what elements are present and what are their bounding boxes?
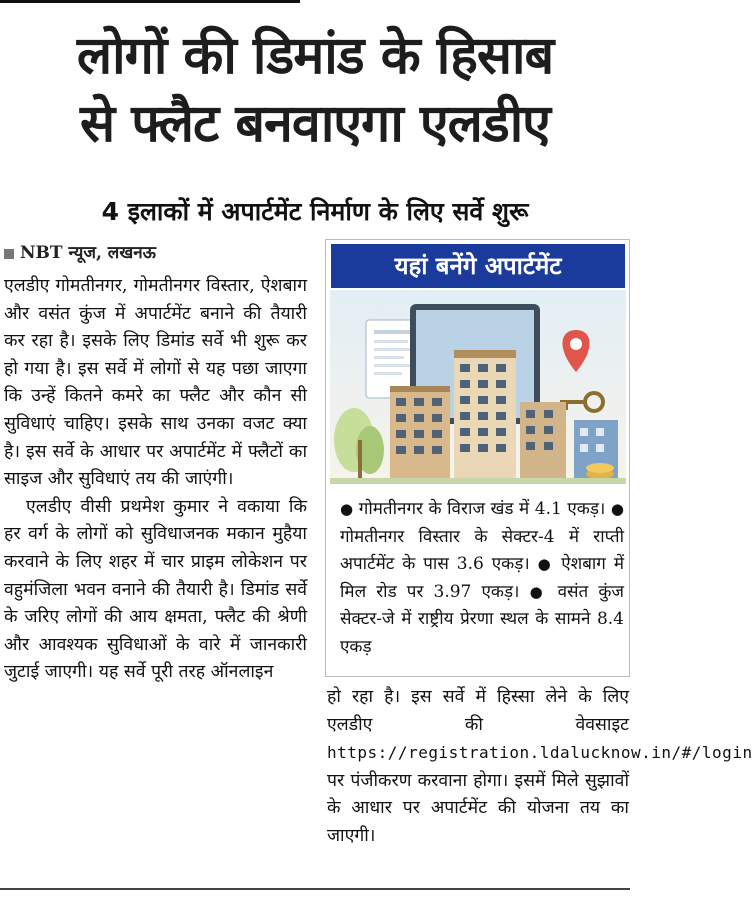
article-closing-text: पर पंजीकरण करवाना होगा। इसमें मिले सुझावों के आधार पर अपार्टमेंट की योजना तय का जाएगी।: [327, 770, 629, 846]
infobox-item-4: वसंत कुंज सेक्टर-जे में राष्ट्रीय प्रेरणा स्थल के सामने 8.4 एकड़: [340, 581, 624, 657]
bullet-icon: ●: [529, 582, 548, 601]
infobox-item-2: गोमतीनगर विस्तार के सेक्टर-4 में राप्ती अपार्टमेंट के पास 3.6 एकड़।: [340, 526, 624, 574]
infobox-item-1: गोमतीनगर के विराज खंड में 4.1 एकड़।: [358, 499, 606, 519]
article-continuation-text: हो रहा है। इस सर्वे में हिस्सा लेने के लिए एलडीए की वेवसाइट: [327, 687, 629, 735]
apartments-illustration: [330, 290, 626, 484]
headline-line-2: से फ्लैट बनवाएगा एलडीए: [80, 94, 550, 154]
byline-text: NBT न्यूज, लखनऊ: [20, 243, 157, 263]
locations-infobox: [325, 239, 630, 677]
byline-square-icon: [4, 249, 14, 259]
infobox-locations-list: [340, 496, 624, 661]
article-right-column: [327, 684, 753, 851]
top-rule: [0, 0, 300, 3]
infobox-title: यहां बनेंगे अपार्टमेंट: [331, 244, 625, 288]
subheadline: 4 इलाकों में अपार्टमेंट निर्माण के लिए सर्वे शुरू: [101, 197, 529, 226]
headline-line-1: लोगों की डिमांड के हिसाब: [76, 26, 554, 86]
article-paragraph-1: एलडीए गोमतीनगर, गोमतीनगर विस्तार, ऐशबाग और वसंत कुंज में अपार्टमेंट बनाने की तैयारी कर रहा है। इसके लिए डिमांड सर्वे भी शुरू कर हो गया है। इस सर्वे में लोगों से यह पछा जाएगा कि उन्हें कितने कमरे का फ्लैट और कौन सी सुविधाएं चाहिए। इसके साथ उनका वजट क्या है। इस सर्वे के आधार पर अपार्टमेंट में फ्लैटों का साइज और सुविधाएं तय की जाएंगी।: [4, 276, 307, 490]
registration-url: https://registration.ldalucknow.in/#/login: [327, 743, 753, 763]
bullet-icon: ●: [537, 555, 554, 573]
article-paragraph-3: [327, 684, 753, 851]
bullet-icon: ●: [340, 500, 354, 518]
bullet-icon: ●: [610, 500, 625, 518]
article-left-column: [4, 273, 307, 687]
byline: [4, 241, 156, 265]
coin-icon: [586, 463, 614, 479]
infobox-item-3: ऐशबाग में मिल रोड पर 3.97 एकड़।: [340, 554, 624, 602]
bottom-rule: [0, 888, 630, 890]
article-paragraph-2: एलडीए वीसी प्रथमेश कुमार ने वकाया कि हर वर्ग के लोगों को सुविधाजनक मकान मुहैया करवाने के लिए शहर में चार प्राइम लोकेशन पर वहुमंजिला भवन वनाने की तैयारी है। डिमांड सर्वे के जरिए लोगों की आय क्षमता, फ्लैट की श्रेणी और आवश्यक सुविधाओं के वारे में जानकारी जुटाई जाएगी। यह सर्वे पूरी तरह ऑनलाइन: [4, 496, 307, 683]
